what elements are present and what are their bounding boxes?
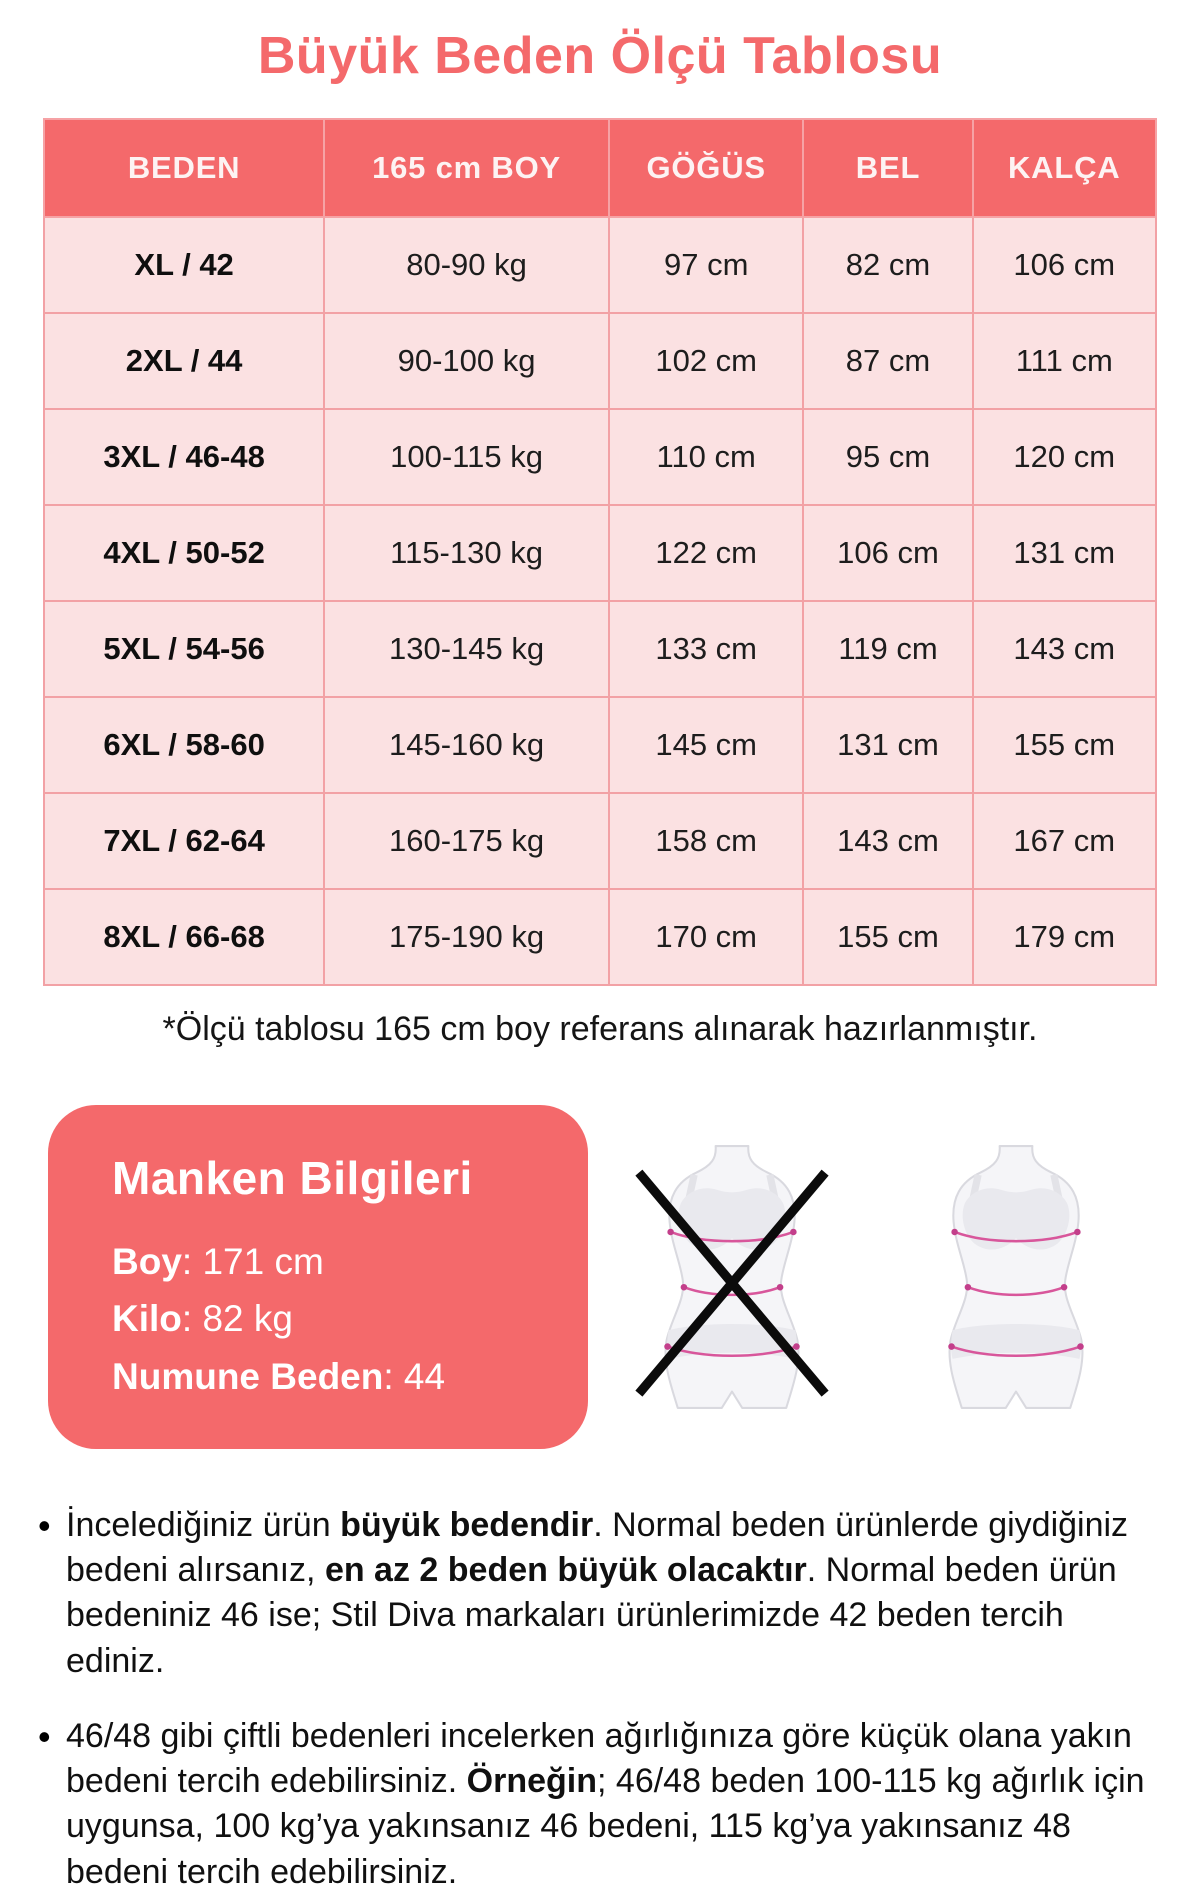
size-cell: 3XL / 46-48 xyxy=(44,409,324,505)
value-cell: 131 cm xyxy=(973,505,1157,601)
value-cell: 87 cm xyxy=(803,313,972,409)
model-info-title: Manken Bilgileri xyxy=(112,1152,473,1204)
value-cell: 145-160 kg xyxy=(324,697,609,793)
table-row xyxy=(44,601,1156,697)
value-cell: 106 cm xyxy=(973,217,1157,313)
notes-list xyxy=(36,1503,1164,1895)
value-cell: 111 cm xyxy=(973,313,1157,409)
model-info-field xyxy=(112,1233,548,1290)
table-footnote: *Ölçü tablosu 165 cm boy referans alınarak hazırlanmıştır. xyxy=(162,1010,1038,1048)
value-cell: 160-175 kg xyxy=(324,793,609,889)
size-cell: 6XL / 58-60 xyxy=(44,697,324,793)
value-cell: 80-90 kg xyxy=(324,217,609,313)
model-info-field xyxy=(112,1348,548,1405)
size-cell: 2XL / 44 xyxy=(44,313,324,409)
size-cell: 4XL / 50-52 xyxy=(44,505,324,601)
value-cell: 143 cm xyxy=(973,601,1157,697)
value-cell: 110 cm xyxy=(609,409,804,505)
value-cell: 133 cm xyxy=(609,601,804,697)
size-table-body xyxy=(44,217,1156,985)
table-row xyxy=(44,217,1156,313)
value-cell: 106 cm xyxy=(803,505,972,601)
value-cell: 167 cm xyxy=(973,793,1157,889)
table-row xyxy=(44,409,1156,505)
value-cell: 115-130 kg xyxy=(324,505,609,601)
size-cell: XL / 42 xyxy=(44,217,324,313)
value-cell: 122 cm xyxy=(609,505,804,601)
crossed-body-figure-icon xyxy=(629,1144,835,1410)
model-info-label: Boy xyxy=(112,1241,182,1282)
value-cell: 131 cm xyxy=(803,697,972,793)
value-cell: 120 cm xyxy=(973,409,1157,505)
value-cell: 95 cm xyxy=(803,409,972,505)
value-cell: 90-100 kg xyxy=(324,313,609,409)
header-cell: BEDEN xyxy=(44,119,324,217)
value-cell: 119 cm xyxy=(803,601,972,697)
table-row xyxy=(44,313,1156,409)
model-info-section xyxy=(0,1105,1200,1449)
value-cell: 158 cm xyxy=(609,793,804,889)
value-cell: 155 cm xyxy=(803,889,972,985)
note-item: • İncelediğiniz ürün büyük bedendir. Normal beden ürünlerde giydiğiniz bedeni alırsanız, en az 2 beden büyük olacaktır. Normal beden ürün bedeniniz 46 ise; Stil Diva markaları ürünlerimizde 42 beden tercih ediniz. xyxy=(36,1503,1164,1684)
value-cell: 143 cm xyxy=(803,793,972,889)
value-cell: 175-190 kg xyxy=(324,889,609,985)
value-cell: 145 cm xyxy=(609,697,804,793)
body-measurement-figure-icon xyxy=(913,1144,1119,1410)
model-info-label: Numune Beden xyxy=(112,1355,384,1397)
size-cell: 8XL / 66-68 xyxy=(44,889,324,985)
value-cell: 170 cm xyxy=(609,889,804,985)
value-cell: 100-115 kg xyxy=(324,409,609,505)
model-info-field xyxy=(112,1290,548,1347)
header-cell: BEL xyxy=(803,119,972,217)
model-info-value: : 171 cm xyxy=(181,1241,324,1282)
measurement-figures xyxy=(588,1144,1160,1410)
model-info-card xyxy=(48,1105,588,1449)
page-title: Büyük Beden Ölçü Tablosu xyxy=(257,27,943,85)
model-info-value: : 44 xyxy=(383,1355,446,1397)
size-cell: 7XL / 62-64 xyxy=(44,793,324,889)
value-cell: 82 cm xyxy=(803,217,972,313)
header-cell: KALÇA xyxy=(973,119,1157,217)
header-cell: GÖĞÜS xyxy=(609,119,804,217)
table-row xyxy=(44,697,1156,793)
model-info-fields xyxy=(112,1233,548,1405)
value-cell: 130-145 kg xyxy=(324,601,609,697)
table-row xyxy=(44,889,1156,985)
size-guide-page xyxy=(0,26,1200,1891)
value-cell: 97 cm xyxy=(609,217,804,313)
table-row xyxy=(44,793,1156,889)
model-info-label: Kilo xyxy=(112,1298,182,1340)
note-item: • 46/48 gibi çiftli bedenleri incelerken ağırlığınıza göre küçük olana yakın bedeni tercih edebilirsiniz. Örneğin; 46/48 beden 100-115 kg ağırlık için uygunsa, 100 kg’ya yakınsanız 46 bedeni, 115 kg’ya yakınsanız 48 bedeni tercih edebilirsiniz. xyxy=(36,1714,1164,1895)
size-table xyxy=(43,118,1157,986)
header-cell: 165 cm BOY xyxy=(324,119,609,217)
value-cell: 179 cm xyxy=(973,889,1157,985)
size-cell: 5XL / 54-56 xyxy=(44,601,324,697)
value-cell: 102 cm xyxy=(609,313,804,409)
model-info-value: : 82 kg xyxy=(181,1298,293,1340)
value-cell: 155 cm xyxy=(973,697,1157,793)
table-row xyxy=(44,505,1156,601)
size-table-header-row xyxy=(44,119,1156,217)
